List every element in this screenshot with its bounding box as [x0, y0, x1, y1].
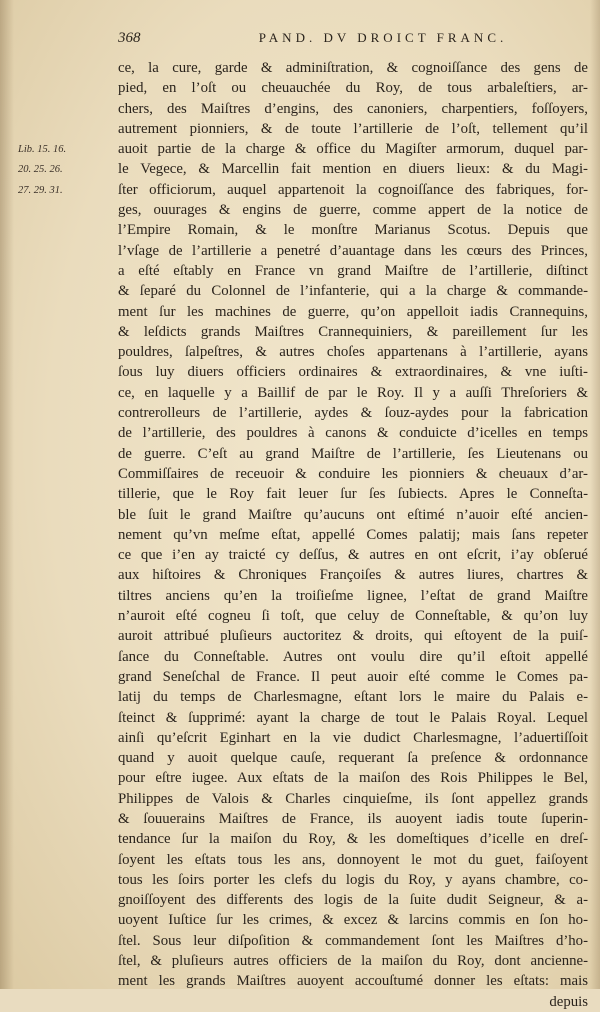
text-line: ſoyent les eſtats tous les ans, donnoyent le mot du guet, faiſoyent — [118, 851, 588, 868]
text-line: n’auroit eſté cogneu ſi toſt, que celuy de Conneſtable, & qu’on luy — [118, 608, 588, 625]
page-edge-shadow — [590, 0, 600, 989]
text-line: pied, en l’oſt ou cheuauchée du Roy, de tous arbaleſtiers, ar- — [118, 80, 588, 97]
text-line: tous les ſoirs porter les clefs du logis du Roy, y ayans chambre, co- — [118, 871, 588, 888]
text-line: auroit attribué pluſieurs auctoritez & droits, qui eſtoyent de la puiſ- — [118, 628, 588, 645]
text-line: tillerie, que le Roy fait leuer ſur ſes ſubiects. Apres le Conneſta- — [118, 486, 588, 503]
text-line: nement qu’vn meſme eſtat, appellé Comes palatij; mais ſans repeter — [118, 526, 588, 543]
text-line: ſous luy diuers officiers ordinaires & extraordinaires, & vne iuſti- — [118, 364, 588, 381]
text-line: ſance du Conneſtable. Autres ont voulu dire qu’il eſtoit appellé — [118, 648, 588, 665]
text-line: tendance ſur la maiſon du Roy, & les domeſtiques d’icelle en dreſ- — [118, 831, 588, 848]
page-gutter-shadow — [0, 0, 14, 989]
text-line: ſtel, & pluſieurs autres officiers de la maiſon du Roy, dont ancienne- — [118, 953, 588, 970]
text-line: grand Seneſchal de France. Il peut auoir eſté comme le Comes pa- — [118, 668, 588, 685]
text-line: latij du temps de Charlesmagne, eſtant lors le maire du Palais e- — [118, 689, 588, 706]
margin-note: 27. 29. 31. — [18, 184, 63, 196]
text-line: ges, ouurages & engins de guerre, comme appert de la notice de — [118, 202, 588, 219]
text-line: ce que i’en ay traicté cy deſſus, & autres en ont eſcrit, i’ay obſerué — [118, 547, 588, 564]
text-line: ſteinct & ſupprimé: ayant la charge de tout le Palais Royal. Lequel — [118, 709, 588, 726]
text-line: ce, la cure, garde & adminiſtration, & cognoiſſance des gens de — [118, 60, 588, 76]
text-line: ce, en laquelle y a Baillif de par le Roy. Il y a auſſi Threſoriers & — [118, 384, 588, 401]
text-line: auoit partie de la charge & office du Magiſter armorum, duquel par- — [118, 141, 588, 158]
text-line: Commiſſaires de receuoir & conduire les pionniers & cheuaux d’ar- — [118, 465, 588, 482]
running-title: PAND. DV DROICT FRANC. — [258, 30, 508, 45]
text-line: uoyent Iuſtice ſur les crimes, & excez & larcins commis en ſon ho- — [118, 912, 588, 929]
text-line: ainſi qu’eſcrit Eginhart en la vie dudict Charlesmagne, l’aduertiſſoit — [118, 729, 588, 746]
text-line: & ſeparé du Colonnel de l’infanterie, qui a la charge & commande- — [118, 283, 588, 300]
text-line: contrerolleurs de l’artillerie, aydes & ſouz-aydes pour la fabrication — [118, 405, 588, 422]
text-line: tiltres anciens qu’en la troiſieſme lignee, l’eſtat de grand Maiſtre — [118, 587, 588, 604]
margin-note: Lib. 15. 16. — [18, 144, 67, 155]
text-line: pour eſtre iugee. Aux eſtats de la maiſon des Rois Philippes le Bel, — [118, 770, 588, 787]
margin-note: 20. 25. 26. — [18, 164, 63, 176]
page-header — [118, 30, 588, 52]
text-line: ble ſuit le grand Maiſtre qu’aucuns ont eſtimé n’auoir eſté ancien- — [118, 506, 588, 523]
text-line: le Vegece, & Marcellin fait mention en diuers lieux: & du Magi- — [118, 161, 588, 178]
text-line: ſtel. Sous leur diſpoſition & commandement ſont les Maiſtres d’ho- — [118, 932, 588, 949]
text-line: de guerre. C’eſt au grand Maiſtre de l’artillerie, ſes Lieutenans ou — [118, 445, 588, 462]
text-line: l’vſage de l’artillerie a penetré d’auantage dans les cœurs des Princes, — [118, 242, 588, 259]
text-line: & ſouuerains Maiſtres de France, ils auoyent iadis toute ſuperin- — [118, 810, 588, 827]
text-line: l’Empire Romain, & le monſtre Marianus Scotus. Depuis que — [118, 222, 588, 239]
text-line: ment ſur les machines de guerre, qu’on appelloit iadis Crannequins, — [118, 303, 588, 320]
text-line: depuis — [549, 993, 588, 1010]
text-line: Philippes de Valois & Charles cinquieſme, ils ſont appellez grands — [118, 790, 588, 807]
text-line: ment les grands Maiſtres auoyent accouſtumé donner les eſtats: mais — [118, 973, 588, 990]
text-line: ſter officiorum, auquel appartenoit la cognoiſſance des fabriques, for- — [118, 181, 588, 198]
text-line: a eſté eſtably en France vn grand Maiſtre de l’artillerie, diſtinct — [118, 262, 588, 279]
text-line: quand y auoit quelque cauſe, requerant ſa preſence & ordonnance — [118, 750, 588, 767]
text-line: gnoiſſoyent des differents des logis de la ſuite dudit Seigneur, & a- — [118, 892, 588, 909]
text-line: autrement pionniers, & de toute l’artillerie de l’oſt, tellement qu’il — [118, 120, 588, 137]
page-number: 368 — [118, 30, 141, 46]
margin-notes — [18, 140, 118, 201]
text-line: aux hiſtoires & Chroniques Françoiſes & autres liures, chartres & — [118, 567, 588, 584]
body-text — [118, 58, 588, 1012]
text-line: chers, des Maiſtres d’engins, des canoniers, charpentiers, foſſoyers, — [118, 100, 588, 117]
text-line: & leſdicts grands Maiſtres Crannequiniers, & pareillement ſur les — [118, 323, 588, 340]
text-line: pouldres, ſalpeſtres, & autres choſes appartenans à l’artillerie, ayans — [118, 344, 588, 361]
text-line: de l’artillerie, des pouldres à canons & conduicte d’icelles en temps — [118, 425, 588, 442]
